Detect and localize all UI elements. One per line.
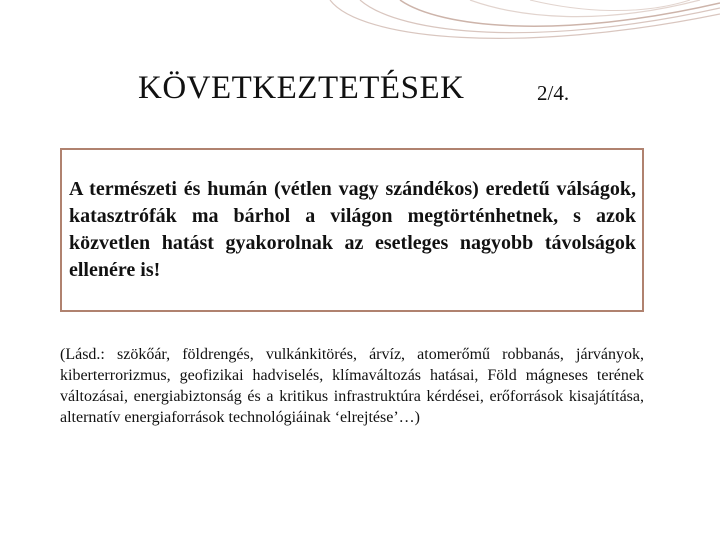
main-statement-box	[60, 148, 644, 312]
corner-decoration	[0, 0, 720, 60]
slide-title: KÖVETKEZTETÉSEK	[138, 70, 465, 106]
main-statement: A természeti és humán (vétlen vagy szándékos) eredetű válságok, katasztrófák ma bárhol a világon megtörténhetnek, s azok közvetlen hatást gyakorolnak az esetleges nagyobb távolságok ellenére is!	[69, 178, 636, 281]
page-number: 2/4.	[537, 81, 570, 105]
note-text: (Lásd.: szökőár, földrengés, vulkánkitörés, árvíz, atomerőmű robbanás, járványok, kiberterrorizmus, geofizikai hadviselés, klímaváltozás hatásai, Föld mágneses terének változásai, energiabiztonság és a kritikus infrastruktúra kérdései, erőforrások kisajátítása, alternatív energiaforrások technológiáinak ‘elrejtése’…)	[60, 346, 644, 426]
